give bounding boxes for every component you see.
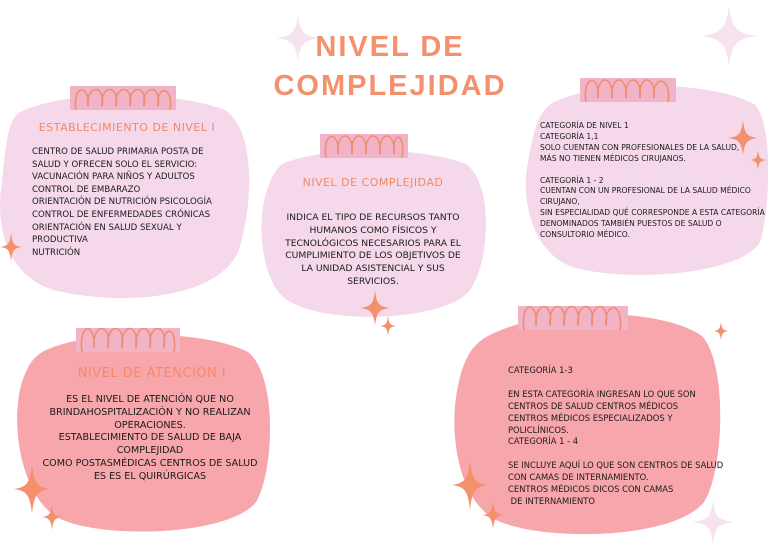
text-line: CUMPLIMIENTO DE LOS OBJETIVOS DE xyxy=(285,250,461,262)
text-line: TECNOLÓGICOS NECESARIOS PARA EL xyxy=(285,237,461,249)
text-line: SERVICIOS. xyxy=(347,275,399,287)
washi-tape-decoration xyxy=(518,296,628,338)
text-line: CATEGORÍA 1-3 xyxy=(508,365,573,375)
text-line: CIRUJANO, xyxy=(540,197,580,207)
text-line: BRINDAHOSPITALIZACIÓN Y NO REALIZAN xyxy=(49,406,251,418)
text-line xyxy=(540,165,765,176)
text-line: HUMANOS COMO FÍSICOS Y xyxy=(309,224,437,236)
text-line: COMPLEJIDAD xyxy=(116,445,184,457)
text-line: OPERACIONES. xyxy=(114,419,186,431)
text-line xyxy=(508,448,723,460)
text-line: CONTROL DE EMBARAZO xyxy=(32,184,141,195)
text-line: PRODUCTIVA xyxy=(32,235,88,246)
sparkle-icon xyxy=(0,232,22,262)
text-line: INDICA EL TIPO DE RECURSOS TANTO xyxy=(286,212,460,223)
sparkle-icon xyxy=(380,316,396,336)
sparkle-icon xyxy=(42,504,62,530)
text-line: CATEGORÍA 1 - 2 xyxy=(540,175,604,185)
card-body-complejidad xyxy=(283,212,463,289)
text-line: NUTRICIÓN xyxy=(32,247,81,258)
text-line: CONTROL DE ENFERMEDADES CRÓNICAS xyxy=(32,209,211,220)
text-line: VACUNACIÓN PARA NIÑOS Y ADULTOS xyxy=(32,172,195,183)
sparkle-icon xyxy=(714,322,728,340)
text-line: ORIENTACIÓN EN SALUD SEXUAL Y xyxy=(32,222,182,233)
text-line: SOLO CUENTAN CON PROFESIONALES DE LA SALUD, xyxy=(540,142,740,152)
text-line: ES EL NIVEL DE ATENCIÓN QUE NO xyxy=(66,394,234,405)
card-title-establecimiento: ESTABLECIMIENTO DE NIVEL I xyxy=(38,121,216,134)
card-body-establecimiento xyxy=(32,146,212,259)
text-line xyxy=(508,377,723,389)
text-line: DE INTERNAMIENTO xyxy=(508,495,595,506)
washi-tape-decoration xyxy=(76,318,180,360)
text-line: MÁS NO TIENEN MÉDICOS CIRUJANOS. xyxy=(540,153,686,163)
card-title-complejidad: NIVEL DE COMPLEJIDAD xyxy=(302,176,444,189)
text-line: CENTROS MÉDICOS ESPECIALIZADOS Y xyxy=(508,412,673,423)
text-line: CATEGORÍA 1 - 4 xyxy=(508,436,579,447)
sparkle-icon xyxy=(482,500,504,530)
text-line: CONSULTORIO MÉDICO. xyxy=(540,230,630,240)
faint-sparkle-icon xyxy=(700,4,758,68)
text-line: CUENTAN CON UN PROFESIONAL DE LA SALUD MÉDICO xyxy=(540,186,751,196)
text-line: COMO POSTASMÉDICAS CENTROS DE SALUD xyxy=(42,457,258,469)
card-body-categoria-1-3 xyxy=(508,365,723,508)
text-line: POLICLÍNICOS. xyxy=(508,424,569,435)
text-line: SALUD Y OFRECEN SOLO EL SERVICIO: xyxy=(32,159,198,170)
text-line: CON CAMAS DE INTERNAMIENTO. xyxy=(508,472,649,483)
text-line: SE INCLUYE AQUÍ LO QUE SON CENTROS DE SALUD xyxy=(508,460,724,471)
text-line: EN ESTA CATEGORÍA INGRESAN LO QUE SON xyxy=(508,388,696,399)
washi-tape-decoration xyxy=(70,80,176,116)
page-title-line-1: NIVEL DE xyxy=(315,31,465,63)
card-title-atencion: NIVEL DE ATENCIÓN I xyxy=(77,366,227,381)
text-line: ESTABLECIMIENTO DE SALUD DE BAJA xyxy=(58,432,242,444)
page-title-line-2: COMPLEJIDAD xyxy=(273,70,507,102)
sparkle-icon xyxy=(750,150,766,170)
text-line: CENTRO DE SALUD PRIMARIA POSTA DE xyxy=(32,147,204,157)
text-line: SIN ESPECIALIDAD QUÉ CORRESPONDE A ESTA CATEGORÍA xyxy=(540,208,765,218)
text-line: DENOMINADOS TAMBIÉN PUESTOS DE SALUD O xyxy=(540,219,722,229)
washi-tape-decoration xyxy=(580,70,676,110)
text-line: ES ES EL QUIRÚRGICAS xyxy=(93,470,207,482)
page-title xyxy=(270,28,510,106)
washi-tape-decoration xyxy=(320,126,408,164)
text-line: LA UNIDAD ASISTENCIAL Y SUS xyxy=(301,263,445,275)
text-line: ORIENTACIÓN DE NUTRICIÓN PSICOLOGÍA xyxy=(32,197,212,208)
text-line: CENTROS MÉDICOS DICOS CON CAMAS xyxy=(508,484,674,495)
text-line: CATEGORÍA DE NIVEL 1 xyxy=(540,121,629,130)
text-line: CATEGORÍA 1,1 xyxy=(540,131,599,141)
text-line: CENTROS DE SALUD CENTROS MÉDICOS xyxy=(508,400,679,411)
card-body-atencion xyxy=(30,394,270,484)
